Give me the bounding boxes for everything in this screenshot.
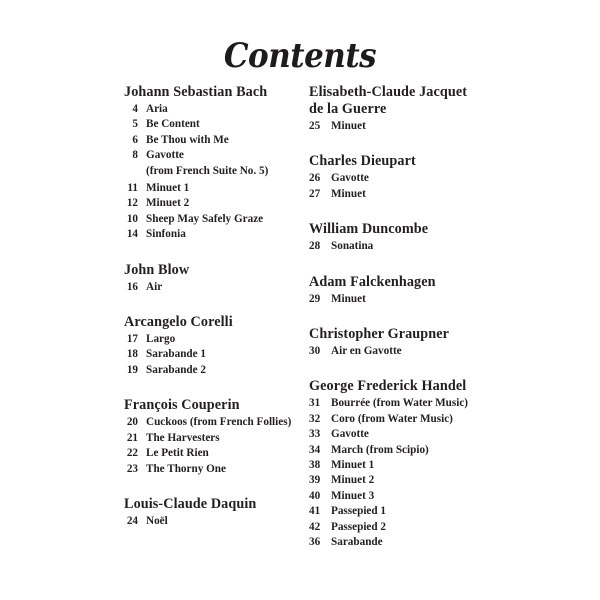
- toc-entry[interactable]: [124, 196, 304, 211]
- composer-heading: William Duncombe: [309, 221, 429, 238]
- page-number: 39: [309, 474, 321, 487]
- toc-entry[interactable]: [309, 171, 509, 186]
- toc-entry[interactable]: [124, 332, 304, 347]
- composer-heading: John Blow: [124, 261, 190, 278]
- composer-heading: Elisabeth-Claude Jacquet: [309, 84, 468, 100]
- page-number: 42: [309, 520, 321, 533]
- section-bach: [124, 85, 304, 243]
- section-graupner: [309, 327, 509, 359]
- page-number: 41: [309, 505, 321, 518]
- piece-title: Minuet 1: [146, 182, 190, 195]
- piece-title: Be Content: [146, 118, 200, 131]
- page-number: 25: [309, 120, 321, 132]
- toc-entry[interactable]: [124, 280, 304, 295]
- piece-subtitle: (from French Suite No. 5): [146, 164, 269, 177]
- toc-entry[interactable]: [309, 504, 509, 519]
- page-number: 40: [309, 489, 321, 502]
- toc-entry[interactable]: [309, 427, 509, 442]
- page-number: 28: [309, 240, 321, 253]
- page-number: 4: [132, 103, 138, 115]
- page-number: 30: [309, 345, 321, 358]
- toc-entry[interactable]: [309, 458, 509, 473]
- page-number: 14: [126, 228, 138, 241]
- piece-title: Minuet 1: [331, 459, 375, 472]
- toc-entry[interactable]: [309, 443, 509, 458]
- page-number: 22: [126, 447, 138, 460]
- page-number: 19: [126, 363, 138, 376]
- piece-title: Minuet 2: [331, 474, 375, 487]
- piece-title: The Harvesters: [146, 431, 220, 444]
- piece-title: Sarabande: [331, 536, 383, 549]
- composer-heading: George Frederick Handel: [309, 378, 467, 395]
- piece-title: Cuckoos (from French Follies): [146, 416, 292, 429]
- toc-entry[interactable]: [124, 363, 304, 378]
- piece-title: Minuet 2: [146, 197, 190, 210]
- toc-entry[interactable]: [124, 514, 304, 529]
- page-number: 23: [126, 462, 138, 475]
- toc-entry[interactable]: [124, 431, 304, 446]
- composer-heading: Louis-Claude Daquin: [124, 495, 257, 512]
- piece-title-main: Gavotte: [146, 149, 184, 162]
- composer-heading: François Couperin: [124, 397, 240, 414]
- piece-title: Largo: [146, 333, 176, 346]
- page-number: 12: [126, 197, 138, 210]
- composer-heading: Johann Sebastian Bach: [124, 84, 268, 100]
- toc-entry[interactable]: [124, 117, 304, 132]
- toc-entry[interactable]: [309, 396, 509, 411]
- page-number: 21: [126, 431, 138, 444]
- toc-entry[interactable]: [124, 133, 304, 148]
- page-number: 27: [309, 187, 321, 200]
- toc-entry[interactable]: [309, 535, 509, 550]
- toc-entry[interactable]: [309, 119, 509, 134]
- toc-entry[interactable]: [124, 347, 304, 362]
- piece-title: [146, 148, 268, 179]
- page-number: 24: [126, 514, 138, 527]
- toc-entry[interactable]: [309, 187, 509, 202]
- section-blow: [124, 263, 304, 295]
- piece-title: March (from Scipio): [331, 443, 429, 456]
- page-number: 34: [309, 443, 321, 456]
- page-number: 38: [309, 459, 321, 472]
- section-couperin: [124, 398, 304, 477]
- page-number: 17: [126, 333, 138, 346]
- composer-heading: Arcangelo Corelli: [124, 314, 233, 331]
- piece-title: Le Petit Rien: [146, 447, 209, 460]
- page-number: 29: [309, 292, 321, 305]
- toc-entry[interactable]: [124, 148, 304, 179]
- page-number: 11: [127, 182, 138, 195]
- toc-entry[interactable]: [309, 473, 509, 488]
- composer-heading: Adam Falckenhagen: [309, 273, 436, 290]
- piece-title: Minuet 3: [331, 489, 375, 502]
- page-number: 6: [132, 133, 138, 146]
- page-number: 33: [309, 428, 321, 441]
- toc-entry[interactable]: [124, 227, 304, 242]
- page-number: 8: [132, 149, 138, 162]
- piece-title: Sinfonia: [146, 228, 186, 241]
- piece-title: Sarabande 1: [146, 348, 206, 361]
- piece-title: Gavotte: [331, 428, 369, 441]
- toc-entry[interactable]: [124, 462, 304, 477]
- section-dieupart: [309, 154, 509, 202]
- piece-title: Minuet: [331, 292, 366, 305]
- toc-entry[interactable]: [309, 489, 509, 504]
- section-falckenhagen: [309, 275, 509, 307]
- toc-entry[interactable]: [309, 292, 509, 307]
- section-handel: [309, 379, 509, 550]
- piece-title: The Thorny One: [146, 462, 226, 475]
- piece-title: Noël: [146, 514, 168, 527]
- piece-title: Sarabande 2: [146, 363, 206, 376]
- toc-entry[interactable]: [309, 239, 509, 254]
- piece-title: Be Thou with Me: [146, 133, 229, 146]
- piece-title: Sonatina: [331, 240, 374, 253]
- composer-heading: Christopher Graupner: [309, 326, 450, 343]
- composer-heading-line2: de la Guerre: [309, 101, 387, 117]
- piece-title: Air: [146, 280, 163, 293]
- piece-title: Gavotte: [331, 172, 369, 185]
- toc-entry[interactable]: [124, 212, 304, 227]
- piece-title: Minuet: [331, 120, 366, 132]
- section-jacquet-de-la-guerre: [309, 85, 509, 134]
- page-number: 31: [309, 397, 321, 410]
- piece-title: Sheep May Safely Graze: [146, 212, 264, 225]
- piece-title: Passepied 1: [331, 505, 387, 518]
- page-number: 10: [126, 212, 138, 225]
- page-number: 26: [309, 172, 321, 185]
- page-number: 16: [126, 280, 138, 293]
- page-number: 5: [132, 118, 138, 131]
- section-daquin: [124, 497, 304, 529]
- toc-entry[interactable]: [309, 412, 509, 427]
- piece-title: Minuet: [331, 187, 366, 200]
- section-duncombe: [309, 222, 509, 254]
- page-number: 18: [126, 348, 138, 361]
- toc-entry[interactable]: [124, 446, 304, 461]
- toc-entry[interactable]: [124, 102, 304, 117]
- toc-entry[interactable]: [124, 181, 304, 196]
- page-number: 36: [309, 536, 321, 549]
- piece-title: Aria: [146, 103, 168, 115]
- contents-column-left: [124, 85, 304, 549]
- piece-title: Coro (from Water Music): [331, 412, 453, 425]
- page-title: Contents: [223, 36, 377, 76]
- piece-title: Bourrée (from Water Music): [331, 397, 469, 410]
- toc-entry[interactable]: [309, 344, 509, 359]
- toc-entry[interactable]: [124, 415, 304, 430]
- piece-title: Passepied 2: [331, 520, 387, 533]
- contents-column-right: [309, 85, 509, 571]
- composer-heading: Charles Dieupart: [309, 153, 416, 170]
- piece-title: Air en Gavotte: [331, 345, 402, 358]
- page-number: 20: [126, 416, 138, 429]
- page-number: 32: [309, 412, 321, 425]
- toc-entry[interactable]: [309, 520, 509, 535]
- section-corelli: [124, 315, 304, 378]
